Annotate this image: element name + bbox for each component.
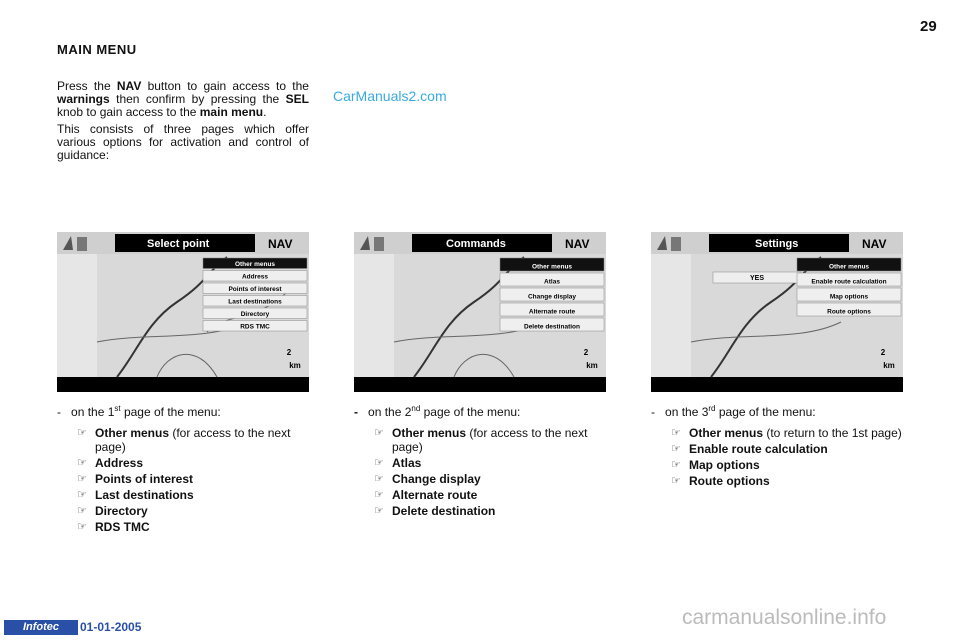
pointing-hand-icon: ☞ bbox=[671, 475, 681, 487]
option-list bbox=[57, 426, 317, 534]
caption-page-1 bbox=[57, 401, 317, 536]
pointing-hand-icon: ☞ bbox=[671, 427, 681, 439]
menu-option: Route options bbox=[827, 308, 871, 316]
scale-unit: km bbox=[586, 361, 598, 370]
screen-header: Settings bbox=[755, 238, 799, 250]
intro-text bbox=[57, 80, 309, 166]
menu-option: Other menus bbox=[531, 263, 573, 271]
yes-option: YES bbox=[749, 275, 765, 282]
list-item: ☞ Enable route calculation bbox=[671, 442, 828, 456]
screen-header: Select point bbox=[147, 238, 210, 250]
menu-option: Last destinations bbox=[228, 298, 282, 306]
nav-label: NAV bbox=[268, 237, 293, 251]
list-item: ☞ Other menus (for access to the next page) bbox=[77, 426, 291, 454]
nav-label: NAV bbox=[862, 237, 887, 251]
scale-unit: km bbox=[289, 361, 301, 370]
pointing-hand-icon: ☞ bbox=[374, 457, 384, 469]
list-item: ☞ Change display bbox=[374, 472, 481, 486]
nav-label: NAV bbox=[565, 237, 590, 251]
list-item: ☞ Delete destination bbox=[374, 504, 496, 518]
fuel-icon bbox=[77, 237, 87, 251]
list-item: ☞ Last destinations bbox=[77, 488, 194, 502]
list-item: ☞ Alternate route bbox=[374, 488, 478, 502]
menu-option: Delete destination bbox=[524, 323, 580, 331]
pointing-hand-icon: ☞ bbox=[77, 505, 87, 517]
screen-header: Commands bbox=[446, 238, 506, 250]
menu-option: Enable route calculation bbox=[811, 278, 887, 286]
menu-option: Address bbox=[241, 273, 269, 281]
watermark-link[interactable]: CarManuals2.com bbox=[333, 88, 447, 104]
pointing-hand-icon: ☞ bbox=[374, 473, 384, 485]
list-item: ☞ Map options bbox=[671, 458, 760, 472]
menu-option: Atlas bbox=[544, 278, 560, 286]
scale-number: 2 bbox=[583, 348, 589, 357]
list-item: ☞ RDS TMC bbox=[77, 520, 150, 534]
list-item: ☞ Points of interest bbox=[77, 472, 194, 486]
scale-number: 2 bbox=[286, 348, 292, 357]
section-title: MAIN MENU bbox=[57, 42, 137, 57]
list-item: ☞ Directory bbox=[77, 504, 148, 518]
list-item: ☞ Other menus (to return to the 1st page) bbox=[671, 426, 902, 440]
fuel-icon bbox=[671, 237, 681, 251]
scale-unit: km bbox=[883, 361, 895, 370]
fuel-icon bbox=[374, 237, 384, 251]
pointing-hand-icon: ☞ bbox=[77, 473, 87, 485]
menu-option: Alternate route bbox=[528, 308, 576, 316]
nav-screen-select-point bbox=[57, 232, 309, 392]
watermark-bottom: carmanualsonline.info bbox=[682, 606, 887, 629]
caption-lead: - on the 3rd page of the menu: bbox=[651, 404, 816, 419]
pointing-hand-icon: ☞ bbox=[671, 443, 681, 455]
pointing-hand-icon: ☞ bbox=[77, 489, 87, 501]
infotec-logo: Infotec bbox=[4, 620, 78, 635]
pointing-hand-icon: ☞ bbox=[77, 427, 87, 439]
menu-option: Other menus bbox=[828, 263, 870, 271]
caption-page-2 bbox=[354, 401, 614, 520]
caption-lead: - on the 1st page of the menu: bbox=[57, 404, 221, 419]
footer-date: 01-01-2005 bbox=[80, 620, 142, 634]
menu-option: Points of interest bbox=[228, 286, 282, 293]
page-number: 29 bbox=[920, 18, 937, 35]
pointing-hand-icon: ☞ bbox=[374, 505, 384, 517]
scale-number: 2 bbox=[880, 348, 886, 357]
nav-screen-commands bbox=[354, 232, 606, 392]
pointing-hand-icon: ☞ bbox=[77, 457, 87, 469]
option-list bbox=[651, 426, 911, 488]
intro-paragraph-2: This consists of three pages which offer various options for activation and control of guidance: bbox=[57, 122, 309, 162]
pointing-hand-icon: ☞ bbox=[374, 427, 384, 439]
caption-page-3 bbox=[651, 401, 911, 490]
caption-lead: - on the 2nd page of the menu: bbox=[354, 404, 521, 419]
menu-option: RDS TMC bbox=[240, 323, 270, 331]
menu-option: Directory bbox=[240, 311, 270, 318]
list-item: ☞ Route options bbox=[671, 474, 770, 488]
intro-paragraph-1: Press the NAV button to gain access to the warnings then confirm by pressing the SEL knob to gain access to the main menu. bbox=[57, 79, 309, 119]
pointing-hand-icon: ☞ bbox=[374, 489, 384, 501]
list-item: ☞ Address bbox=[77, 456, 144, 470]
pointing-hand-icon: ☞ bbox=[77, 521, 87, 533]
menu-option: Map options bbox=[829, 293, 869, 301]
list-item: ☞ Atlas bbox=[374, 456, 422, 470]
menu-option: Change display bbox=[527, 293, 577, 301]
nav-screen-settings bbox=[651, 232, 903, 392]
pointing-hand-icon: ☞ bbox=[671, 459, 681, 471]
list-item: ☞ Other menus (for access to the next page) bbox=[374, 426, 588, 454]
menu-option: Other menus bbox=[234, 261, 276, 268]
option-list bbox=[354, 426, 614, 518]
